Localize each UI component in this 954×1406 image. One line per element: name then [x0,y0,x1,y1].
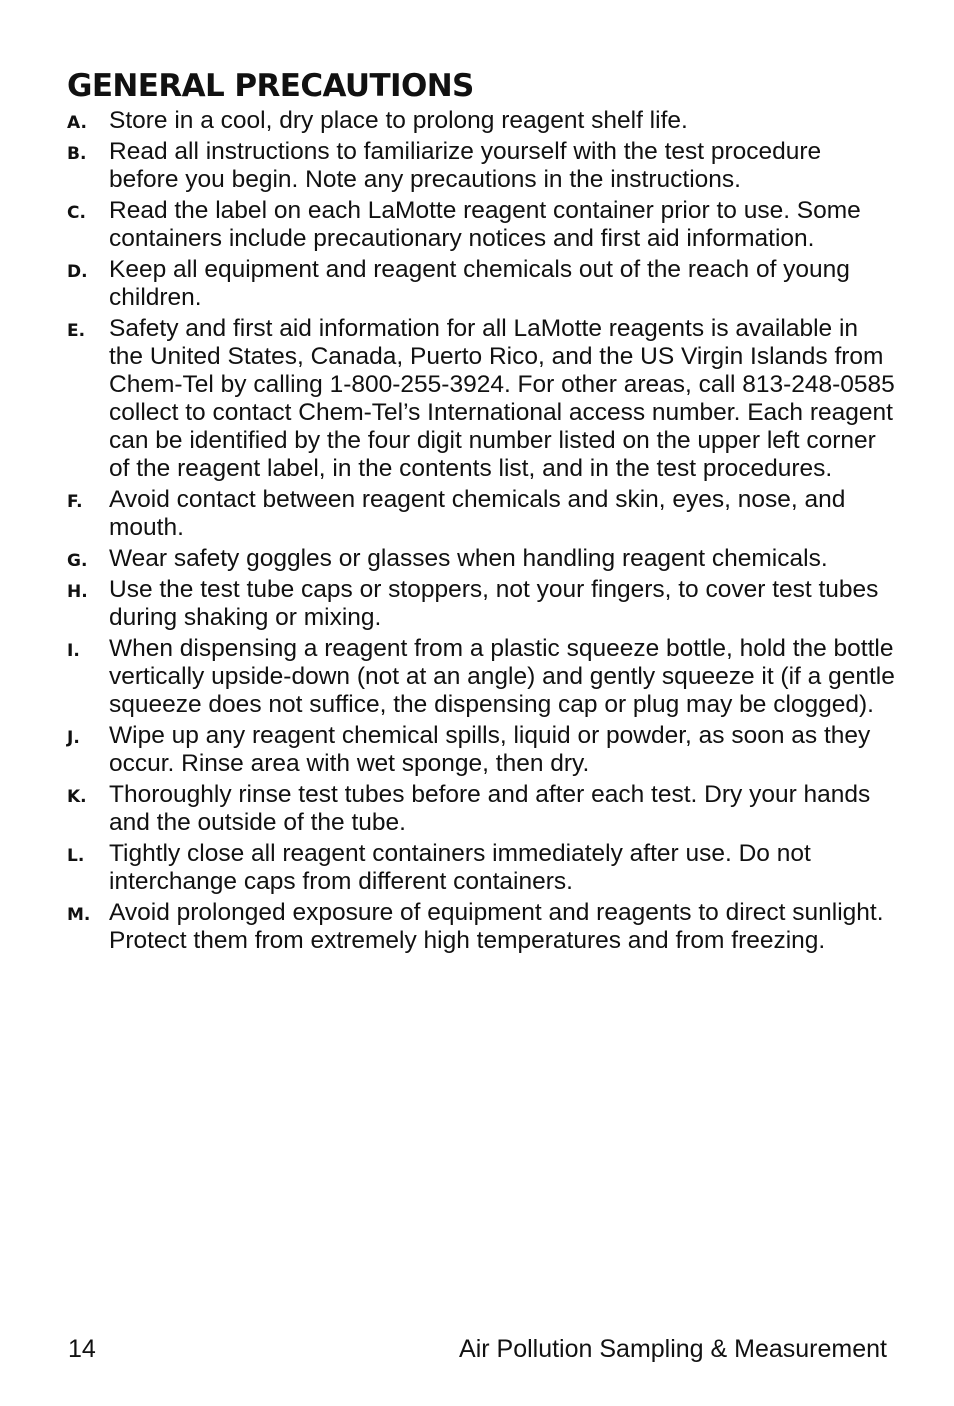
item-letter: A. [67,113,87,133]
item-text: When dispensing a reagent from a plastic squeeze bottle, hold the bottle vertically upside-down (not at an angle) and gently squeeze it (if a gentle squeeze does not suffice, the dispensing cap or plug may be clogged). [109,635,895,718]
list-item [67,197,897,253]
item-text: Read the label on each LaMotte reagent container prior to use. Some containers include precautionary notices and first aid information. [109,197,861,252]
list-item [67,576,897,632]
item-text: Avoid contact between reagent chemicals and skin, eyes, nose, and mouth. [109,486,846,541]
list-item [67,315,897,483]
precautions-list [67,107,897,958]
item-text: Use the test tube caps or stoppers, not your fingers, to cover test tubes during shaking or mixing. [109,576,879,631]
item-letter: D. [67,262,88,282]
list-item [67,138,897,194]
list-item [67,486,897,542]
item-letter: B. [67,144,87,164]
item-letter: F. [67,492,83,512]
item-letter: E. [67,321,86,341]
list-item [67,107,897,135]
item-text: Avoid prolonged exposure of equipment and reagents to direct sunlight. Protect them from extremely high temperatures and from freezing. [109,899,884,954]
item-letter: J. [67,728,80,748]
page-footer [68,1333,887,1365]
item-text: Wipe up any reagent chemical spills, liquid or powder, as soon as they occur. Rinse area with wet sponge, then dry. [109,722,871,777]
list-item [67,722,897,778]
list-item [67,256,897,312]
item-text: Keep all equipment and reagent chemicals out of the reach of young children. [109,256,850,311]
list-item [67,899,897,955]
item-text: Wear safety goggles or glasses when handling reagent chemicals. [109,545,828,572]
page-number: 14 [68,1335,96,1363]
item-letter: C. [67,203,86,223]
item-letter: H. [67,582,88,602]
item-text: Store in a cool, dry place to prolong reagent shelf life. [109,107,688,134]
item-letter: L. [67,846,85,866]
item-text: Read all instructions to familiarize yourself with the test procedure before you begin. Note any precautions in the instructions. [109,138,822,193]
item-letter: M. [67,905,91,925]
list-item [67,781,897,837]
item-text: Safety and first aid information for all LaMotte reagents is available in the United States, Canada, Puerto Rico, and the US Virgin Islands from Chem-Tel by calling 1-800-255-3924. For other areas, call 813-248-0585 collect to contact Chem-Tel’s International access number. Each reagent can be identified by the four digit number listed on the upper left corner of the reagent label, in the contents list, and in the test procedures. [109,315,895,482]
item-letter: G. [67,551,88,571]
footer-title: Air Pollution Sampling & Measurement [459,1335,887,1363]
item-text: Thoroughly rinse test tubes before and after each test. Dry your hands and the outside of the tube. [109,781,871,836]
item-letter: K. [67,787,87,807]
item-text: Tightly close all reagent containers immediately after use. Do not interchange caps from different containers. [109,840,811,895]
list-item [67,840,897,896]
list-item [67,545,897,573]
section-heading: GENERAL PRECAUTIONS [67,68,474,104]
item-letter: I. [67,641,80,661]
list-item [67,635,897,719]
